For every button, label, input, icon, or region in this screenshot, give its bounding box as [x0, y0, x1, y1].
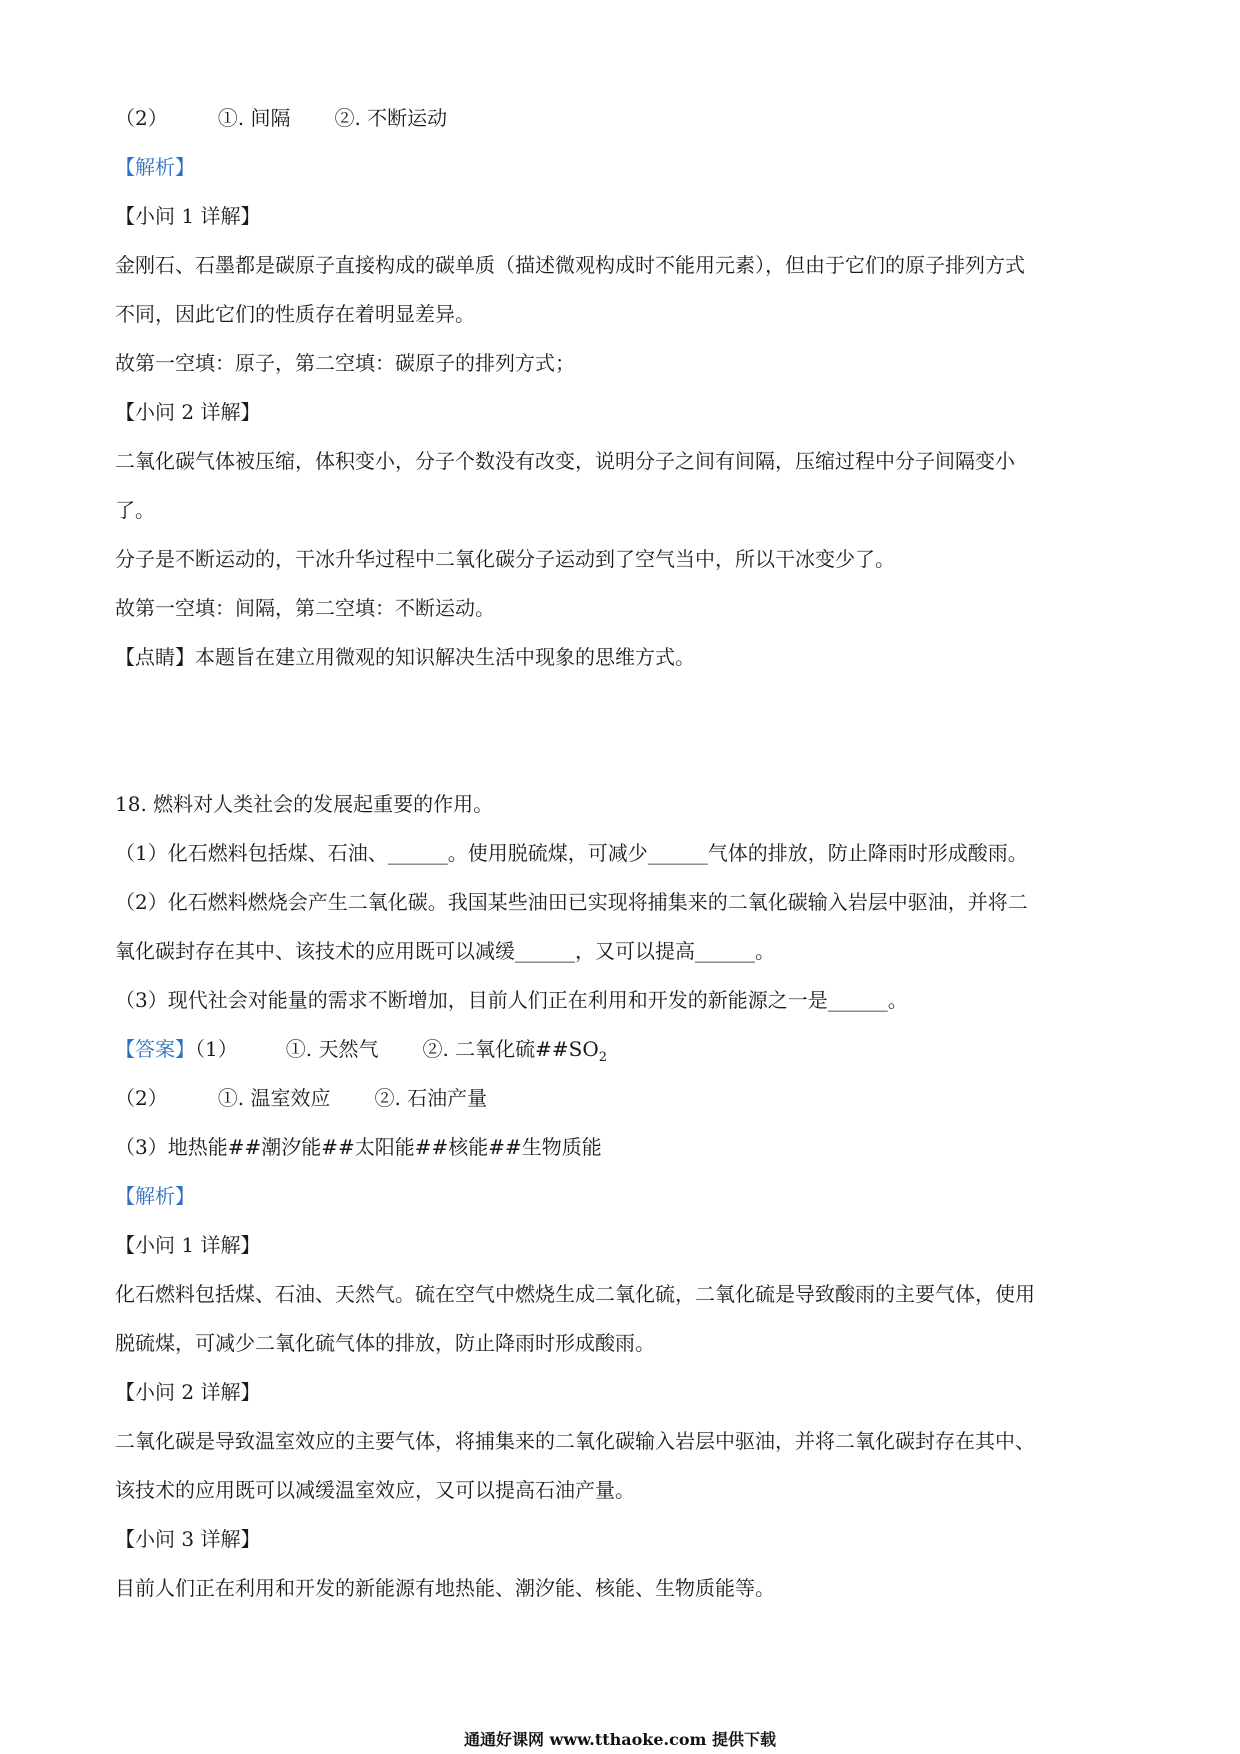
- q18-s2-line-1: 二氧化碳是导致温室效应的主要气体，将捕集来的二氧化碳输入岩层中驱油，并将二氧化碳封存在其中、: [115, 1429, 1035, 1453]
- prev-answer-2-prefix: （2）: [115, 106, 168, 130]
- q18-answer-3: （3）地热能##潮汐能##太阳能##核能##生物质能: [115, 1135, 602, 1159]
- q18-s3-heading: 【小问 3 详解】: [115, 1527, 261, 1551]
- q18-s1-line-1: 化石燃料包括煤、石油、天然气。硫在空气中燃烧生成二氧化硫，二氧化硫是导致酸雨的主要气体，使用: [115, 1282, 1035, 1306]
- prev-answer-2-opt1: ①. 间隔: [217, 106, 291, 130]
- q18-answer-2: [115, 1084, 487, 1112]
- q18-part-2-line-1: （2）化石燃料燃烧会产生二氧化碳。我国某些油田已实现将捕集来的二氧化碳输入岩层中驱油，并将二: [115, 890, 1028, 914]
- prev-q2-line-2: 了。: [115, 498, 155, 522]
- prev-q2-line-3: 分子是不断运动的，干冰升华过程中二氧化碳分子运动到了空气当中，所以干冰变少了。: [115, 547, 895, 571]
- answer-2-prefix: （2）: [115, 1086, 168, 1110]
- q18-part-1: （1）化石燃料包括煤、石油、______。使用脱硫煤，可减少______气体的排放，防止降雨时形成酸雨。: [115, 841, 1028, 865]
- answer-1-opt1: ①. 天然气: [285, 1037, 379, 1061]
- q18-stem: 18. 燃料对人类社会的发展起重要的作用。: [115, 792, 494, 816]
- answer-2-opt2: ②. 石油产量: [374, 1086, 488, 1110]
- prev-answer-2: [115, 104, 447, 132]
- q18-s1-line-2: 脱硫煤，可减少二氧化硫气体的排放，防止降雨时形成酸雨。: [115, 1331, 655, 1355]
- answer-1-opt2-subscript: 2: [598, 1050, 608, 1065]
- prev-answer-2-opt2: ②. 不断运动: [334, 106, 448, 130]
- prev-q2-heading: 【小问 2 详解】: [115, 400, 261, 424]
- prev-q1-line-3: 故第一空填：原子，第二空填：碳原子的排列方式；: [115, 351, 575, 375]
- q18-s2-heading: 【小问 2 详解】: [115, 1380, 261, 1404]
- prev-q1-line-2: 不同，因此它们的性质存在着明显差异。: [115, 302, 475, 326]
- prev-q2-line-4: 故第一空填：间隔，第二空填：不断运动。: [115, 596, 495, 620]
- prev-analysis-tag: 【解析】: [115, 155, 195, 179]
- prev-comment: 【点睛】本题旨在建立用微观的知识解决生活中现象的思维方式。: [115, 645, 695, 669]
- page-footer: 通通好课网 www.tthaoke.com 提供下载: [463, 1730, 777, 1749]
- q18-s1-heading: 【小问 1 详解】: [115, 1233, 261, 1257]
- answer-1-prefix: （1）: [195, 1037, 238, 1061]
- prev-q1-heading: 【小问 1 详解】: [115, 204, 261, 228]
- answer-1-opt2: ②. 二氧化硫##SO: [422, 1037, 599, 1061]
- answer-2-opt1: ①. 温室效应: [217, 1086, 331, 1110]
- q18-part-3: （3）现代社会对能量的需求不断增加，目前人们正在利用和开发的新能源之一是______。: [115, 988, 908, 1012]
- q18-part-2-line-2: 氧化碳封存在其中、该技术的应用既可以减缓______，又可以提高______。: [115, 939, 775, 963]
- q18-answer-1: [115, 1035, 607, 1072]
- prev-q2-line-1: 二氧化碳气体被压缩，体积变小，分子个数没有改变，说明分子之间有间隔，压缩过程中分子间隔变小: [115, 449, 1015, 473]
- prev-q1-line-1: 金刚石、石墨都是碳原子直接构成的碳单质（描述微观构成时不能用元素），但由于它们的原子排列方式: [115, 253, 1025, 277]
- q18-s3-line-1: 目前人们正在利用和开发的新能源有地热能、潮汐能、核能、生物质能等。: [115, 1576, 775, 1600]
- q18-analysis-tag: 【解析】: [115, 1184, 195, 1208]
- answer-tag: 【答案】: [115, 1037, 195, 1061]
- q18-s2-line-2: 该技术的应用既可以减缓温室效应，又可以提高石油产量。: [115, 1478, 635, 1502]
